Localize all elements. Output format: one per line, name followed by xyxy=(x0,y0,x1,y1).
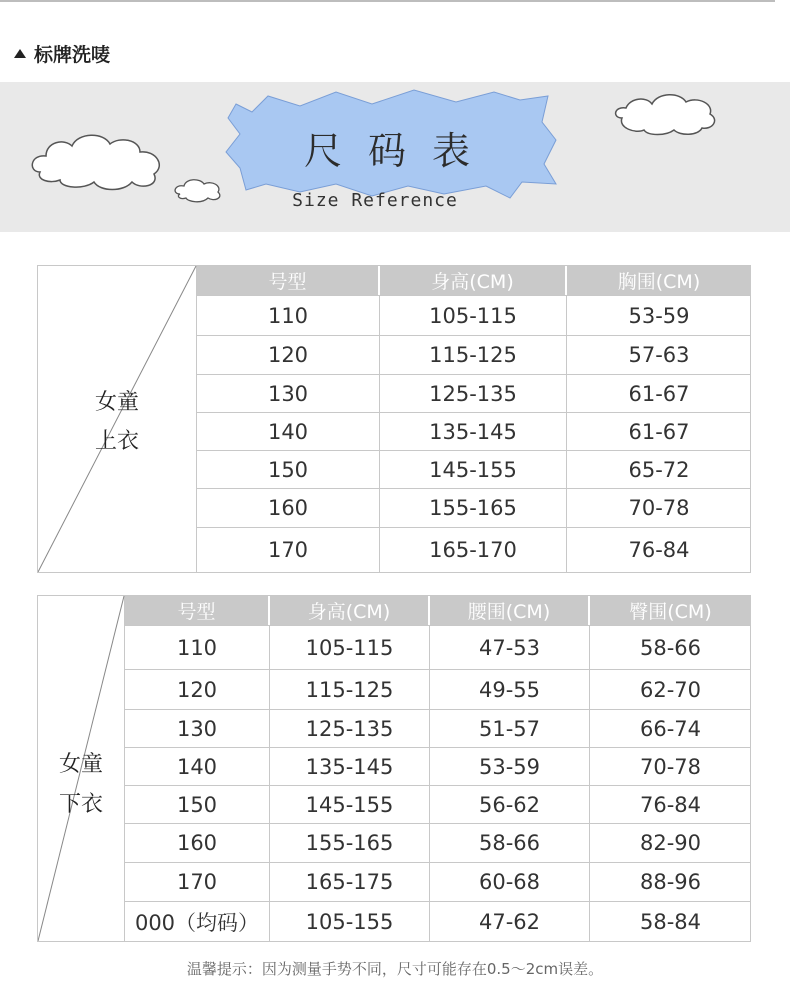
cell-size: 150 xyxy=(197,451,380,488)
header-height: 身高(CM) xyxy=(380,266,567,295)
category-cell xyxy=(38,596,125,941)
category-label-line1: 女童 xyxy=(58,752,103,777)
cell-height: 105-115 xyxy=(270,626,430,669)
cell-size: 110 xyxy=(197,296,380,335)
cell-hip: 66-74 xyxy=(639,716,702,741)
header-chest: 胸围(CM) xyxy=(617,271,701,293)
cell-size: 140 xyxy=(125,748,270,785)
cell-size: 110 xyxy=(125,626,270,669)
cell-chest: 57-63 xyxy=(628,343,690,367)
table-row xyxy=(197,527,751,572)
cell-height: 115-125 xyxy=(380,336,567,374)
cell-hip: 88-96 xyxy=(639,870,702,894)
cell-size: 170 xyxy=(125,863,270,901)
section-header[interactable] xyxy=(14,40,110,66)
table-row xyxy=(197,450,751,488)
cell-size: 170 xyxy=(197,528,380,572)
cell-height: 145-155 xyxy=(380,451,567,488)
cell-height: 115-125 xyxy=(270,670,430,709)
table-row xyxy=(125,785,751,823)
cell-waist: 58-66 xyxy=(430,824,590,862)
cell-hip: 76-84 xyxy=(639,792,702,817)
table-row xyxy=(125,747,751,785)
size-reference-banner xyxy=(0,82,790,232)
cell-waist: 60-68 xyxy=(430,863,590,901)
cell-height: 165-170 xyxy=(380,528,567,572)
cell-height: 105-155 xyxy=(270,902,430,941)
cell-chest: 76-84 xyxy=(628,538,690,562)
cell-size: 130 xyxy=(197,375,380,412)
header-size: 号型 xyxy=(125,596,270,625)
cell-waist: 47-62 xyxy=(430,902,590,941)
cell-height: 125-135 xyxy=(380,375,567,412)
small-cloud-icon xyxy=(175,180,220,202)
category-label-line1: 女童 xyxy=(94,390,139,415)
cell-waist: 53-59 xyxy=(430,748,590,785)
table-row xyxy=(125,901,751,941)
cell-height: 155-165 xyxy=(380,489,567,527)
cell-waist: 56-62 xyxy=(430,786,590,823)
cell-size: 000（均码） xyxy=(125,902,270,941)
top-divider xyxy=(0,0,775,2)
cell-chest: 61-67 xyxy=(628,381,690,406)
table-row xyxy=(125,823,751,862)
cell-hip: 82-90 xyxy=(639,831,702,855)
table-row xyxy=(197,374,751,412)
cell-height: 165-175 xyxy=(270,863,430,901)
cell-size: 140 xyxy=(197,413,380,450)
banner-subtitle: Size Reference xyxy=(292,190,458,211)
cell-size: 120 xyxy=(197,336,380,374)
cell-height: 145-155 xyxy=(270,786,430,823)
cell-hip: 70-78 xyxy=(639,754,702,779)
cell-chest: 70-78 xyxy=(628,496,690,520)
table-row xyxy=(197,412,751,450)
category-label-line2: 上衣 xyxy=(94,429,139,454)
category-cell xyxy=(38,266,197,572)
cell-size: 160 xyxy=(197,489,380,527)
table-row xyxy=(197,335,751,374)
cell-height: 125-135 xyxy=(270,710,430,747)
table-row xyxy=(125,669,751,709)
tops-size-table xyxy=(37,265,751,573)
section-title: 标牌洗唛 xyxy=(34,43,111,66)
cloud-icon xyxy=(616,95,715,135)
table-row xyxy=(125,862,751,901)
header-height: 身高(CM) xyxy=(270,596,430,625)
table-row xyxy=(197,488,751,527)
cell-size: 130 xyxy=(125,710,270,747)
cell-chest: 61-67 xyxy=(628,419,690,444)
header-waist: 腰围(CM) xyxy=(430,596,590,625)
table-row xyxy=(125,709,751,747)
table-header xyxy=(125,596,751,625)
cell-hip: 62-70 xyxy=(639,677,702,702)
cell-size: 150 xyxy=(125,786,270,823)
measurement-note: 温馨提示：因为测量手势不同，尺寸可能存在0.5～2cm误差。 xyxy=(186,960,604,978)
cell-waist: 47-53 xyxy=(430,626,590,669)
header-hip: 臀围(CM) xyxy=(629,601,712,623)
cell-chest: 53-59 xyxy=(628,303,690,328)
cell-height: 155-165 xyxy=(270,824,430,862)
category-label-line2: 下衣 xyxy=(58,792,103,817)
bottoms-size-table xyxy=(37,595,751,942)
cell-size: 160 xyxy=(125,824,270,862)
cloud-icon xyxy=(32,135,159,189)
cell-size: 120 xyxy=(125,670,270,709)
cell-waist: 51-57 xyxy=(430,710,590,747)
cell-chest: 65-72 xyxy=(628,457,690,482)
triangle-up-icon xyxy=(14,49,26,58)
cell-height: 105-115 xyxy=(380,296,567,335)
table-row xyxy=(197,295,751,335)
table-row xyxy=(125,625,751,669)
table-header xyxy=(197,266,751,295)
cell-waist: 49-55 xyxy=(430,670,590,709)
header-size: 号型 xyxy=(197,266,380,295)
cell-height: 135-145 xyxy=(270,748,430,785)
cell-hip: 58-66 xyxy=(639,635,702,660)
cell-hip: 58-84 xyxy=(639,909,702,934)
banner-title: 尺码表 xyxy=(303,129,496,173)
cell-height: 135-145 xyxy=(380,413,567,450)
